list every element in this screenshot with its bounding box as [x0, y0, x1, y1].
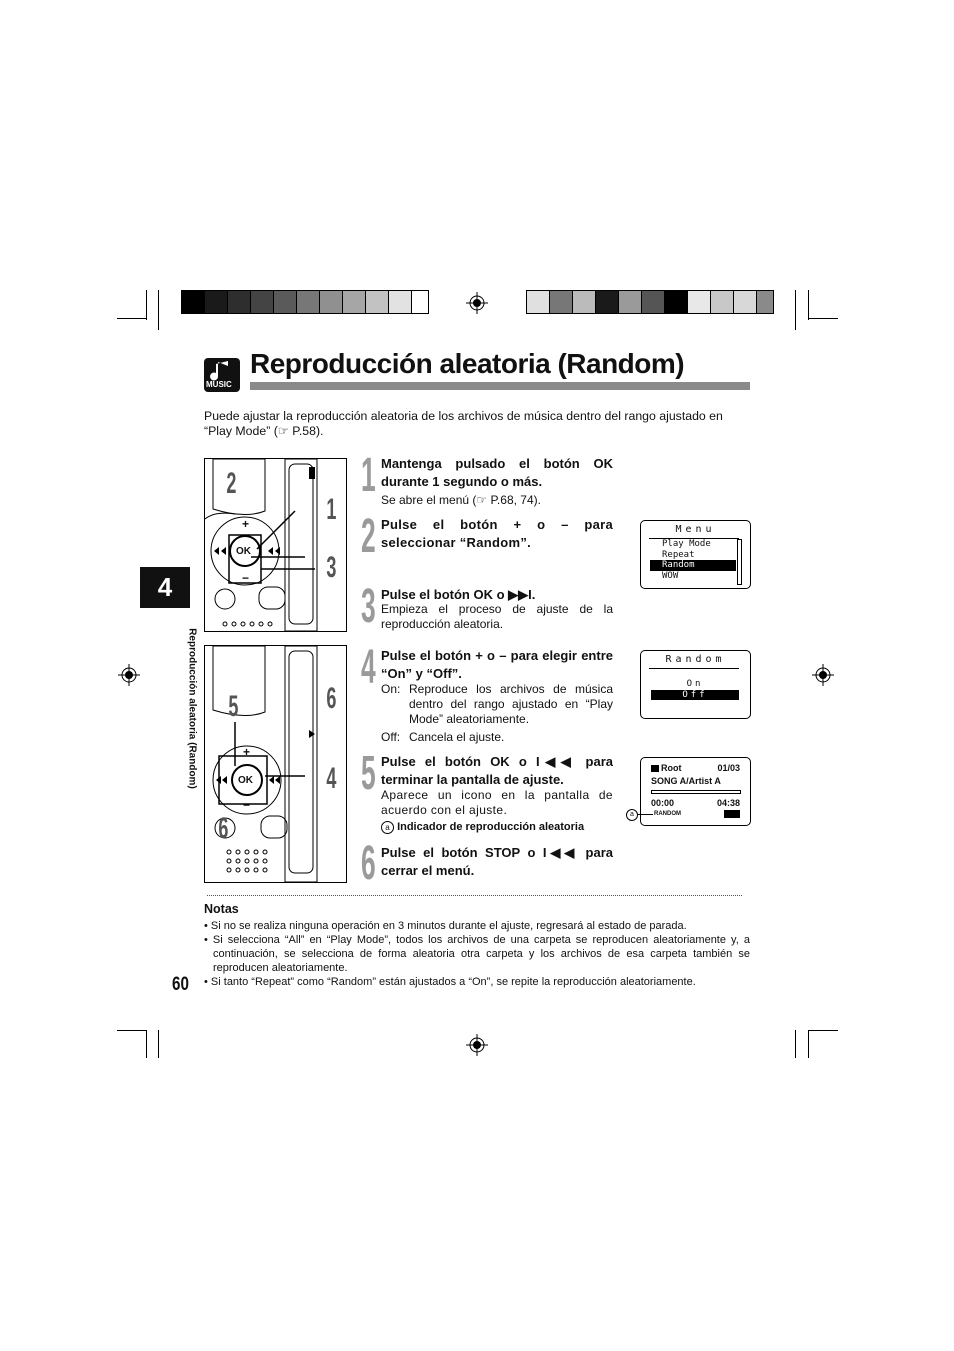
notes-title: Notas: [204, 902, 239, 916]
lcd-random-option-off: Off: [651, 690, 739, 700]
crop-mark: [146, 1030, 147, 1058]
illus-top-label-3: 3: [326, 551, 337, 584]
step-3-body: Empieza el proceso de ajuste de la reproducción aleatoria.: [381, 602, 613, 631]
step-number-1: 1: [361, 449, 376, 502]
note-callout-mark: a: [381, 821, 394, 834]
device-illustration-bottom: [204, 645, 347, 883]
step-5-note: [381, 821, 584, 834]
step-number-2: 2: [361, 510, 376, 563]
step-1-heading: Mantenga pulsado el botón OK durante 1 segundo o más.: [381, 456, 613, 489]
notes-list: [204, 919, 750, 989]
step-4-on-label: On:: [381, 682, 401, 696]
step-2-heading: Pulse el botón + o – para seleccionar “Random”.: [381, 517, 613, 550]
illus-bottom-label-5: 5: [228, 690, 239, 723]
illus-top-ok-label: OK: [236, 546, 251, 557]
page-number: 60: [172, 974, 189, 995]
lcd-menu-item-play-mode: Play Mode: [662, 539, 711, 549]
illus-bottom-minus: −: [243, 798, 251, 812]
lcd-menu-item-random: Random: [650, 560, 736, 571]
step-4-on-text: Reproduce los archivos de música dentro del rango ajustado en “Play Mode” aleatoriamente.: [409, 682, 613, 726]
step-6-heading: Pulse el botón STOP o I◀◀ para cerrar el menú.: [381, 845, 613, 878]
step-4-heading: Pulse el botón + o – para elegir entre “On” y “Off”.: [381, 648, 613, 681]
lcd-menu-title: Menu: [675, 524, 716, 535]
music-icon-label: MUSIC: [206, 380, 232, 389]
callout-leader: [637, 814, 653, 815]
step-4-off-label: Off:: [381, 730, 401, 744]
title-rule: [250, 382, 750, 390]
crop-mark: [158, 290, 159, 330]
lcd-random-title: Random: [665, 654, 726, 665]
lcd-menu-scrollbar: [737, 539, 742, 585]
illus-top-label-2: 2: [226, 467, 237, 500]
lcd-menu-item-repeat: Repeat: [662, 549, 695, 560]
note-item: • Si no se realiza ninguna operación en 3 minutos durante el ajuste, regresará al estado de parada.: [204, 920, 687, 932]
crop-mark: [158, 1030, 159, 1058]
registration-mark: [466, 292, 488, 314]
battery-icon: [724, 810, 740, 818]
crop-mark: [808, 318, 838, 319]
step-number-6: 6: [361, 837, 376, 890]
device-illustration-top: [204, 458, 347, 632]
illus-top-plus: +: [242, 517, 250, 531]
crop-mark: [795, 290, 796, 330]
step-1-body: Se abre el menú (☞ P.68, 74).: [381, 493, 541, 507]
crop-mark: [795, 1030, 796, 1058]
lcd-random-option-on: On: [686, 679, 704, 689]
color-bar-right: [526, 290, 774, 314]
lcd-play-callout-mark: a: [626, 809, 638, 821]
registration-mark: [466, 1034, 488, 1056]
crop-mark: [117, 1030, 147, 1031]
chapter-tab: 4: [140, 567, 190, 608]
step-number-4: 4: [361, 641, 376, 694]
crop-mark: [808, 290, 809, 320]
step-3-heading: Pulse el botón OK o ▶▶I.: [381, 587, 536, 602]
lcd-random-screen: [640, 650, 751, 719]
note-item: • Si tanto “Repeat” como “Random” están ajustados a “On”, se repite la reproducción aleatoriamente.: [204, 976, 696, 988]
side-label: Reproducción aleatoria (Random): [186, 628, 198, 789]
illus-bottom-label-4: 4: [326, 762, 337, 795]
intro-text: Puede ajustar la reproducción aleatoria de los archivos de música dentro del rango ajustado en “Play Mode” (☞ P.58).: [204, 409, 723, 438]
step-5-body: Aparece un icono en la pantalla de acuerdo con el ajuste.: [381, 788, 613, 817]
notes-divider: [207, 895, 742, 896]
illus-bottom-label-6b: 6: [218, 812, 229, 845]
lcd-song-name: SONG A/Artist A: [651, 776, 721, 786]
registration-mark: [812, 664, 834, 686]
crop-mark: [808, 1030, 809, 1058]
lcd-play-screen: [640, 757, 751, 826]
illus-bottom-plus: +: [243, 745, 251, 759]
step-number-5: 5: [361, 747, 376, 800]
lcd-folder-name: Root: [661, 763, 682, 773]
illus-top-label-1: 1: [326, 493, 337, 526]
step-5-heading: Pulse el botón OK o I◀◀ para terminar la pantalla de ajuste.: [381, 754, 613, 787]
lcd-menu-screen: [640, 520, 751, 589]
folder-icon: [651, 765, 659, 772]
illus-bottom-ok-label: OK: [238, 775, 253, 786]
step-number-3: 3: [361, 580, 376, 633]
illus-bottom-label-6a: 6: [326, 682, 337, 715]
illus-top-minus: −: [242, 571, 250, 585]
lcd-total-time: 04:38: [716, 798, 740, 808]
crop-mark: [117, 318, 147, 319]
page-title: Reproducción aleatoria (Random): [250, 348, 685, 379]
lcd-menu-item-wow: WOW: [662, 570, 679, 581]
step-4-off-text: Cancela el ajuste.: [409, 730, 505, 744]
lcd-elapsed-time: 00:00: [651, 798, 675, 808]
lcd-random-indicator: RANDOM: [654, 811, 681, 817]
music-icon: [204, 358, 240, 392]
lcd-progress-bar: [651, 790, 741, 794]
note-item: • Si selecciona “All” en “Play Mode”, todos los archivos de una carpeta se reproducen aleatoriamente y, a continuación, se selecciona de forma aleatoria otra carpeta y los archivos de esa carpeta también se reproducen aleatoriamente.: [204, 934, 750, 974]
color-bar-left: [181, 290, 429, 314]
lcd-track-number: 01/03: [717, 763, 740, 773]
crop-mark: [146, 290, 147, 320]
registration-mark: [118, 664, 140, 686]
crop-mark: [808, 1030, 838, 1031]
note-callout-text: Indicador de reproducción aleatoria: [397, 821, 585, 833]
